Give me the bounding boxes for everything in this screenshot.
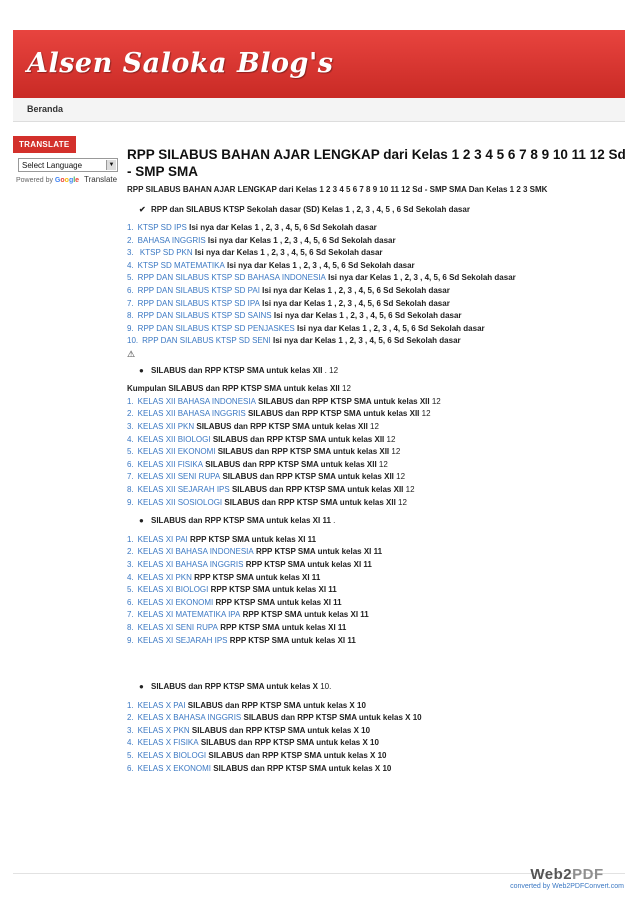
list-item-link[interactable]: KELAS X EKONOMI xyxy=(137,763,212,773)
list-item-tail: 12 xyxy=(384,434,396,444)
list-item-number: 1. xyxy=(127,534,134,544)
list-item-text: RPP KTSP SMA untuk kelas XI 11 xyxy=(243,559,372,569)
list-item-text: Isi nya dar Kelas 1 , 2, 3 , 4, 5, 6 Sd Sekolah dasar xyxy=(325,273,516,283)
list-item-link[interactable]: RPP DAN SILABUS KTSP SD BAHASA INDONESIA xyxy=(137,273,326,283)
list-item xyxy=(127,446,629,459)
nav-home-link[interactable]: Beranda xyxy=(27,104,64,114)
list-item-text: SILABUS dan RPP KTSP SMA untuk kelas XII xyxy=(215,447,390,457)
list-item-text: Isi nya dar Kelas 1 , 2, 3 , 4, 5, 6 Sd Sekolah dasar xyxy=(205,235,396,245)
sd-heading: ✔ RPP dan SILABUS KTSP Sekolah dasar (SD) Kelas 1 , 2, 3 , 4, 5 , 6 Sd Sekolah dasar xyxy=(127,204,629,217)
list-item-number: 2. xyxy=(127,235,134,245)
list-item xyxy=(127,310,629,323)
bullet-icon: ● xyxy=(139,365,144,375)
list-item-number: 2. xyxy=(127,713,134,723)
list-item xyxy=(127,750,629,763)
list-item xyxy=(127,285,629,298)
list-item xyxy=(127,700,629,713)
translate-widget-title: TRANSLATE xyxy=(13,136,76,153)
list-item-text: SILABUS dan RPP KTSP SMA untuk kelas XII xyxy=(229,484,404,494)
list-item-text: Isi nya dar Kelas 1 , 2, 3 , 4, 5, 6 Sd Sekolah dasar xyxy=(271,311,462,321)
list-item-number: 10. xyxy=(127,336,139,346)
bullet-icon: ● xyxy=(139,682,144,692)
web2pdf-link[interactable]: converted by Web2PDFConvert.com xyxy=(510,883,624,890)
list-item xyxy=(127,260,629,273)
list-item-tail: 12 xyxy=(429,396,441,406)
list-item-link[interactable]: RPP DAN SILABUS KTSP SD SAINS xyxy=(137,311,272,321)
list-item-text: SILABUS dan RPP KTSP SMA untuk kelas X 10 xyxy=(198,738,379,748)
list-item-number: 8. xyxy=(127,622,134,632)
list-item-tail: 12 xyxy=(376,459,388,469)
list-item-link[interactable]: KELAS XII BAHASA INDONESIA xyxy=(137,396,256,406)
list-item-number: 3. xyxy=(127,248,134,258)
list-item xyxy=(127,584,629,597)
post-subtitle: RPP SILABUS BAHAN AJAR LENGKAP dari Kelas 1 2 3 4 5 6 7 8 9 10 11 12 Sd - SMP SMA Dan Kelas 1 2 3 SMK xyxy=(127,185,548,194)
list-item-number: 7. xyxy=(127,472,134,482)
list-item-tail: 12 xyxy=(403,484,415,494)
list-item-number: 6. xyxy=(127,763,134,773)
list-item xyxy=(127,222,629,235)
post-title[interactable]: RPP SILABUS BAHAN AJAR LENGKAP dari Kelas 1 2 3 4 5 6 7 8 9 10 11 12 Sd - SMP SMA xyxy=(127,147,626,179)
list-item-number: 2. xyxy=(127,409,134,419)
list-item-text: SILABUS dan RPP KTSP SMA untuk kelas X 10 xyxy=(206,751,387,761)
list-item-link[interactable]: KELAS XII SENI RUPA xyxy=(137,472,221,482)
list-item-link[interactable]: KELAS XI BAHASA INGGRIS xyxy=(137,559,244,569)
list-item-text: Isi nya dar Kelas 1 , 2, 3 , 4, 5, 6 Sd Sekolah dasar xyxy=(186,223,377,233)
list-item xyxy=(127,572,629,585)
bullet-icon: ● xyxy=(139,516,144,526)
list-item-text: RPP KTSP SMA untuk kelas XI 11 xyxy=(253,547,383,557)
x-list xyxy=(127,700,629,776)
list-item-link[interactable]: KELAS X BIOLOGI xyxy=(137,751,207,761)
list-item xyxy=(127,459,629,472)
list-item-number: 9. xyxy=(127,635,134,645)
list-item xyxy=(127,597,629,610)
list-item-number: 8. xyxy=(127,311,134,321)
list-item-number: 5. xyxy=(127,273,134,283)
list-item-number: 3. xyxy=(127,725,134,735)
blog-header xyxy=(13,30,625,98)
language-select[interactable] xyxy=(18,158,118,172)
list-item-text: Isi nya dar Kelas 1 , 2, 3 , 4, 5, 6 Sd Sekolah dasar xyxy=(224,260,415,270)
list-item-text: SILABUS dan RPP KTSP SMA untuk kelas XII xyxy=(245,409,420,419)
sd-list xyxy=(127,222,629,348)
list-item-text: SILABUS dan RPP KTSP SMA untuk kelas XII xyxy=(255,396,430,406)
list-item-number: 4. xyxy=(127,260,134,270)
list-item xyxy=(127,712,629,725)
xi-heading: ● SILABUS dan RPP KTSP SMA untuk kelas XI 11 . xyxy=(127,515,629,528)
list-item-text: Isi nya dar Kelas 1 , 2, 3 , 4, 5, 6 Sd Sekolah dasar xyxy=(259,286,450,296)
list-item-number: 1. xyxy=(127,700,134,710)
list-item xyxy=(127,247,629,260)
x-heading: ● SILABUS dan RPP KTSP SMA untuk kelas X 10. xyxy=(127,681,629,694)
list-item-text: SILABUS dan RPP KTSP SMA untuk kelas X 10 xyxy=(189,725,371,735)
list-item-number: 4. xyxy=(127,738,134,748)
web2pdf-badge xyxy=(508,866,626,890)
xi-list xyxy=(127,534,629,647)
list-item-link[interactable]: KELAS XII PKN xyxy=(137,422,195,431)
list-item-text: RPP KTSP SMA untuk kelas XI 11 xyxy=(240,610,369,620)
list-item-link[interactable]: KELAS XI BAHASA INDONESIA xyxy=(137,547,254,557)
list-item-link[interactable]: KTSP SD PKN xyxy=(137,248,193,258)
xii-list xyxy=(127,396,629,509)
list-item xyxy=(127,559,629,572)
xii-intro: Kumpulan SILABUS dan RPP KTSP SMA untuk kelas XII 12 xyxy=(127,384,351,394)
web2pdf-logo[interactable]: Web2PDF xyxy=(530,866,604,883)
list-item-link[interactable]: KELAS XI SEJARAH IPS xyxy=(137,635,228,645)
list-item xyxy=(127,434,629,447)
list-item-number: 6. xyxy=(127,597,134,607)
list-item xyxy=(127,484,629,497)
list-item xyxy=(127,471,629,484)
list-item-text: RPP KTSP SMA untuk kelas XI 11 xyxy=(213,597,342,607)
sidebar xyxy=(13,134,117,184)
list-item-tail: 12 xyxy=(393,472,406,482)
list-item-link[interactable]: KELAS XII BAHASA INGGRIS xyxy=(137,409,246,419)
post-content xyxy=(127,146,629,775)
list-item xyxy=(127,534,629,547)
list-item xyxy=(127,546,629,559)
list-item-text: SILABUS dan RPP KTSP SMA untuk kelas XII xyxy=(220,472,394,482)
list-item-link[interactable]: RPP DAN SILABUS KTSP SD IPA xyxy=(137,298,260,308)
list-item-link[interactable]: KELAS X PAI xyxy=(137,700,186,710)
list-item xyxy=(127,235,629,248)
list-item-link[interactable]: KELAS X PKN xyxy=(137,725,190,735)
list-item-link[interactable]: KELAS XII EKONOMI xyxy=(137,447,216,457)
list-item-text: RPP KTSP SMA untuk kelas XI 11 xyxy=(218,622,347,632)
list-item-text: RPP KTSP SMA untuk kelas XI 11 xyxy=(208,585,337,595)
list-item-link[interactable]: KELAS XI BIOLOGI xyxy=(137,585,209,595)
nav-bar xyxy=(13,98,625,122)
list-item-link[interactable]: KELAS XI PAI xyxy=(137,534,188,544)
list-item-link[interactable]: BAHASA INGGRIS xyxy=(137,235,206,245)
list-item-text: RPP KTSP SMA untuk kelas XI 11 xyxy=(227,635,356,645)
list-item-text: SILABUS dan RPP KTSP SMA untuk kelas XII xyxy=(210,434,385,444)
list-item-text: Isi nya dar Kelas 1 , 2, 3 , 4, 5, 6 Sd Sekolah dasar xyxy=(259,298,450,308)
list-item-number: 5. xyxy=(127,751,134,761)
list-item-text: SILABUS dan RPP KTSP SMA untuk kelas XII xyxy=(203,459,377,469)
language-select-value: Select Language xyxy=(22,161,83,170)
list-item-number: 4. xyxy=(127,572,134,582)
emoji-icon: ⚠ xyxy=(127,349,136,360)
list-item-tail: 12 xyxy=(367,422,379,431)
list-item-number: 7. xyxy=(127,610,134,620)
list-item-text: RPP KTSP SMA untuk kelas XI 11 xyxy=(187,534,317,544)
list-item-link[interactable]: KELAS XI PKN xyxy=(137,572,192,582)
list-item-link[interactable]: KELAS X FISIKA xyxy=(137,738,199,748)
list-item-text: Isi nya dar Kelas 1 , 2, 3 , 4, 5, 6 Sd Sekolah dasar xyxy=(270,336,461,346)
list-item-number: 9. xyxy=(127,497,134,507)
list-item xyxy=(127,635,629,648)
list-item-tail: 12 xyxy=(389,447,401,457)
list-item xyxy=(127,609,629,622)
list-item-text: SILABUS dan RPP KTSP SMA untuk kelas X 10 xyxy=(241,713,422,723)
list-item-number: 3. xyxy=(127,559,134,569)
list-item-number: 5. xyxy=(127,585,134,595)
list-item-text: SILABUS dan RPP KTSP SMA untuk kelas X 10 xyxy=(211,763,392,773)
list-item-number: 2. xyxy=(127,547,134,557)
list-item-link[interactable]: KELAS XI MATEMATIKA IPA xyxy=(137,610,241,620)
list-item-tail: 12 xyxy=(395,497,407,507)
list-item-number: 4. xyxy=(127,434,134,444)
list-item-link[interactable]: RPP DAN SILABUS KTSP SD PENJASKES xyxy=(137,323,295,333)
blog-title[interactable]: Alsen Saloka Blog's xyxy=(27,48,334,79)
list-item-link[interactable]: RPP DAN SILABUS KTSP SD SENI xyxy=(142,336,271,346)
list-item xyxy=(127,298,629,311)
list-item-link[interactable]: KELAS XII FISIKA xyxy=(137,459,204,469)
list-item xyxy=(127,622,629,635)
list-item-link[interactable]: KELAS XII SEJARAH IPS xyxy=(137,484,230,494)
list-item-text: SILABUS dan RPP KTSP SMA untuk kelas XII xyxy=(194,422,368,431)
chevron-down-icon[interactable]: ▼ xyxy=(106,160,116,170)
list-item xyxy=(127,396,629,409)
list-item-number: 9. xyxy=(127,323,134,333)
list-item xyxy=(127,497,629,510)
list-item-number: 8. xyxy=(127,484,134,494)
powered-by xyxy=(16,175,117,184)
list-item-number: 6. xyxy=(127,459,134,469)
list-item xyxy=(127,421,629,434)
google-logo: Google xyxy=(54,177,80,184)
list-item xyxy=(127,335,629,348)
list-item xyxy=(127,323,629,336)
list-item-text: RPP KTSP SMA untuk kelas XI 11 xyxy=(191,572,321,582)
translate-link[interactable]: Translate xyxy=(84,175,118,184)
list-item-link[interactable]: KELAS XI SENI RUPA xyxy=(137,622,218,632)
list-item xyxy=(127,272,629,285)
list-item-link[interactable]: KELAS XII SOSIOLOGI xyxy=(137,497,223,507)
list-item-number: 6. xyxy=(127,286,134,296)
list-item-text: SILABUS dan RPP KTSP SMA untuk kelas X 10 xyxy=(185,700,366,710)
list-item xyxy=(127,737,629,750)
list-item-link[interactable]: RPP DAN SILABUS KTSP SD PAI xyxy=(137,286,260,296)
list-item xyxy=(127,763,629,776)
list-item-text: Isi nya dar Kelas 1 , 2, 3 , 4, 5, 6 Sd Sekolah dasar xyxy=(192,248,383,258)
list-item-number: 5. xyxy=(127,447,134,457)
list-item-link[interactable]: KELAS XI EKONOMI xyxy=(137,597,214,607)
list-item-number: 1. xyxy=(127,223,134,233)
list-item-tail: 12 xyxy=(419,409,431,419)
list-item xyxy=(127,725,629,738)
list-item-number: 1. xyxy=(127,396,134,406)
list-item-number: 7. xyxy=(127,298,134,308)
list-item xyxy=(127,408,629,421)
list-item-text: Isi nya dar Kelas 1 , 2, 3 , 4, 5, 6 Sd Sekolah dasar xyxy=(294,323,485,333)
list-item-text: SILABUS dan RPP KTSP SMA untuk kelas XII xyxy=(222,497,396,507)
list-item-link[interactable]: KELAS XII BIOLOGI xyxy=(137,434,211,444)
list-item-link[interactable]: KELAS X BAHASA INGGRIS xyxy=(137,713,242,723)
powered-by-label: Powered by xyxy=(16,177,53,184)
list-item-number: 3. xyxy=(127,422,134,431)
list-item-link[interactable]: KTSP SD MATEMATIKA xyxy=(137,260,225,270)
list-item-link[interactable]: KTSP SD IPS xyxy=(137,223,187,233)
xii-heading: ● SILABUS dan RPP KTSP SMA untuk kelas XII . 12 xyxy=(127,365,629,378)
check-icon: ✔ xyxy=(139,204,146,214)
